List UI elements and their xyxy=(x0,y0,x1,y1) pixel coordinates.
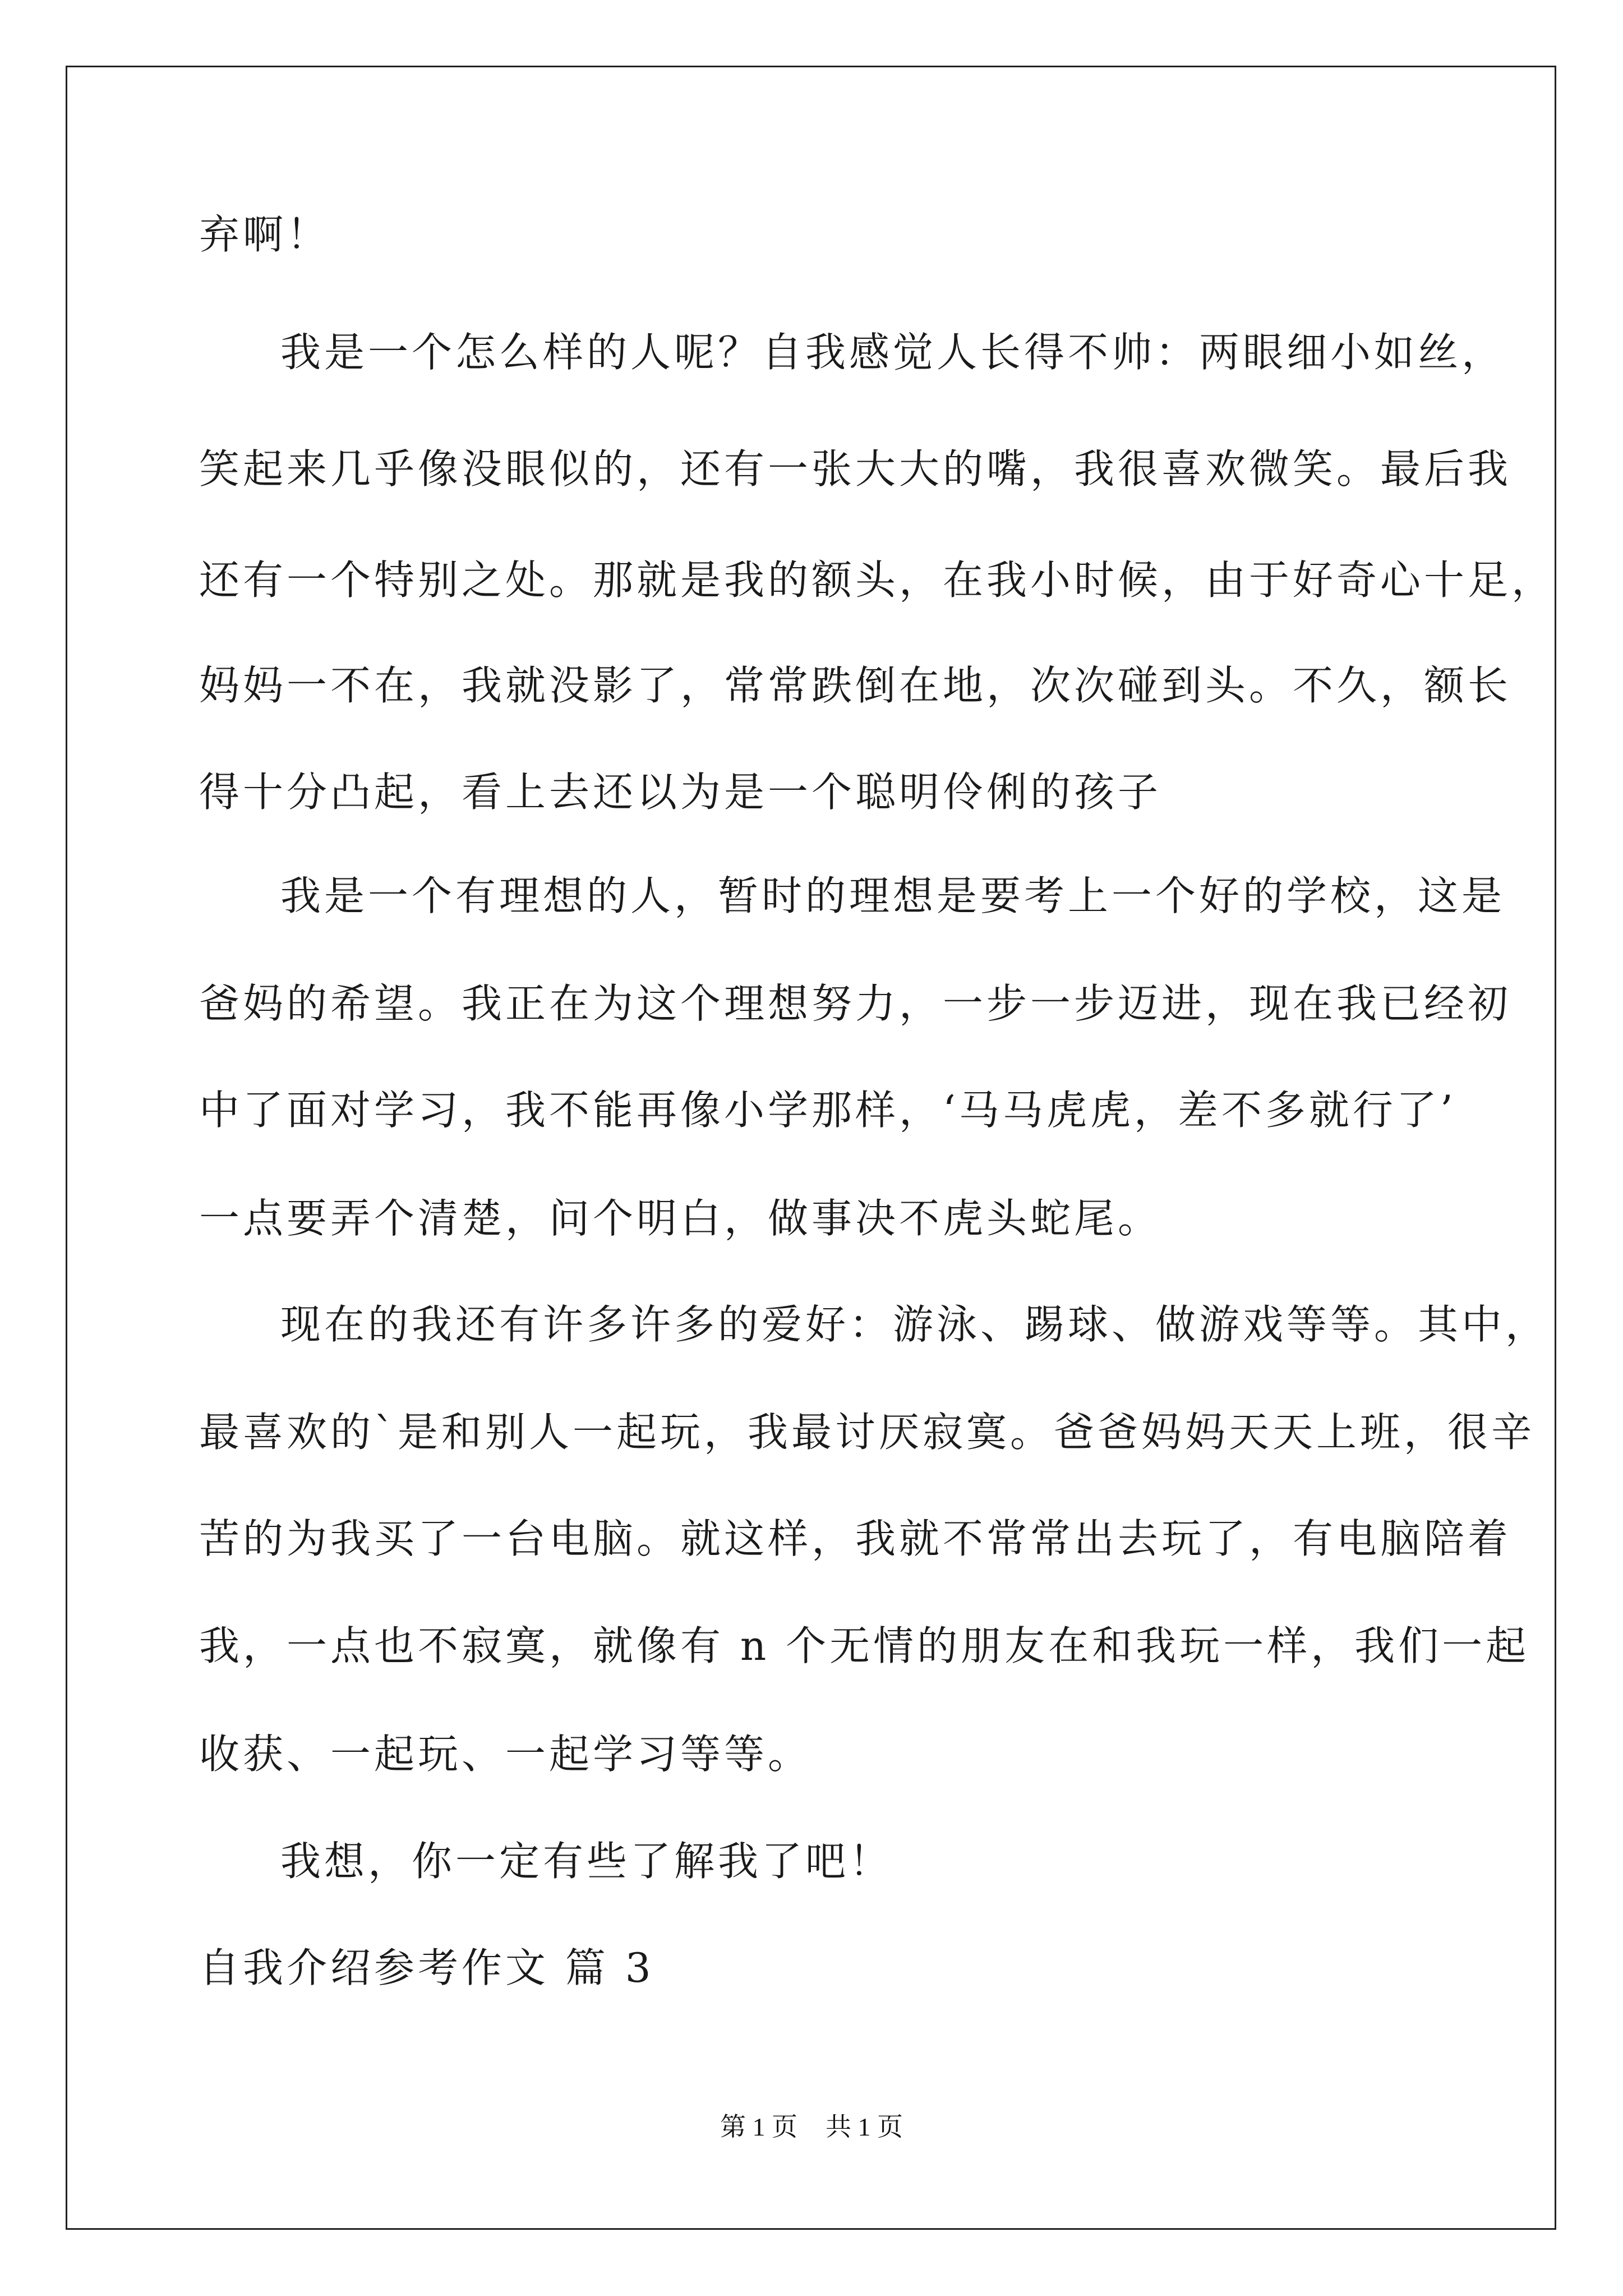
text-line: 弃啊！ xyxy=(199,211,331,258)
page-border xyxy=(66,66,1556,2230)
text-line: 爸妈的希望。我正在为这个理想努力，一步一步迈进，现在我已经初 xyxy=(199,980,1512,1027)
page-number-total: 共 1 页 xyxy=(826,2113,903,2141)
paragraph-start: 我想，你一定有些了解我了吧！ xyxy=(280,1838,893,1885)
text-line: 笑起来几乎像没眼似的，还有一张大大的嘴，我很喜欢微笑。最后我 xyxy=(199,445,1512,493)
text-line: 收获、一起玩、一起学习等等。 xyxy=(199,1731,812,1778)
text-line: 中了面对学习，我不能再像小学那样，‘马马虎虎，差不多就行了’ xyxy=(199,1087,1456,1134)
paragraph-start: 现在的我还有许多许多的爱好：游泳、踢球、做游戏等等。其中， xyxy=(280,1301,1550,1348)
page-number-current: 第 1 页 xyxy=(720,2113,797,2141)
text-line: 妈妈一不在，我就没影了，常常跌倒在地，次次碰到头。不久，额长 xyxy=(199,662,1512,709)
page-footer xyxy=(0,2110,1623,2144)
text-line: 得十分凸起，看上去还以为是一个聪明伶俐的孩子 xyxy=(199,769,1162,816)
text-line: 我，一点也不寂寞，就像有 n 个无情的朋友在和我玩一样，我们一起 xyxy=(199,1622,1530,1669)
paragraph-start: 我是一个怎么样的人呢？自我感觉人长得不帅：两眼细小如丝， xyxy=(280,329,1506,376)
text-line: 最喜欢的`是和别人一起玩，我最讨厌寂寞。爸爸妈妈天天上班，很辛 xyxy=(199,1409,1536,1456)
section-heading: 自我介绍参考作文 篇 3 xyxy=(199,1944,654,1991)
paragraph-start: 我是一个有理想的人，暂时的理想是要考上一个好的学校，这是 xyxy=(280,872,1506,919)
text-line: 还有一个特别之处。那就是我的额头，在我小时候，由于好奇心十足， xyxy=(199,556,1556,604)
text-line: 苦的为我买了一台电脑。就这样，我就不常常出去玩了，有电脑陪着 xyxy=(199,1515,1512,1562)
text-line: 一点要弄个清楚，问个明白，做事决不虎头蛇尾。 xyxy=(199,1195,1162,1242)
